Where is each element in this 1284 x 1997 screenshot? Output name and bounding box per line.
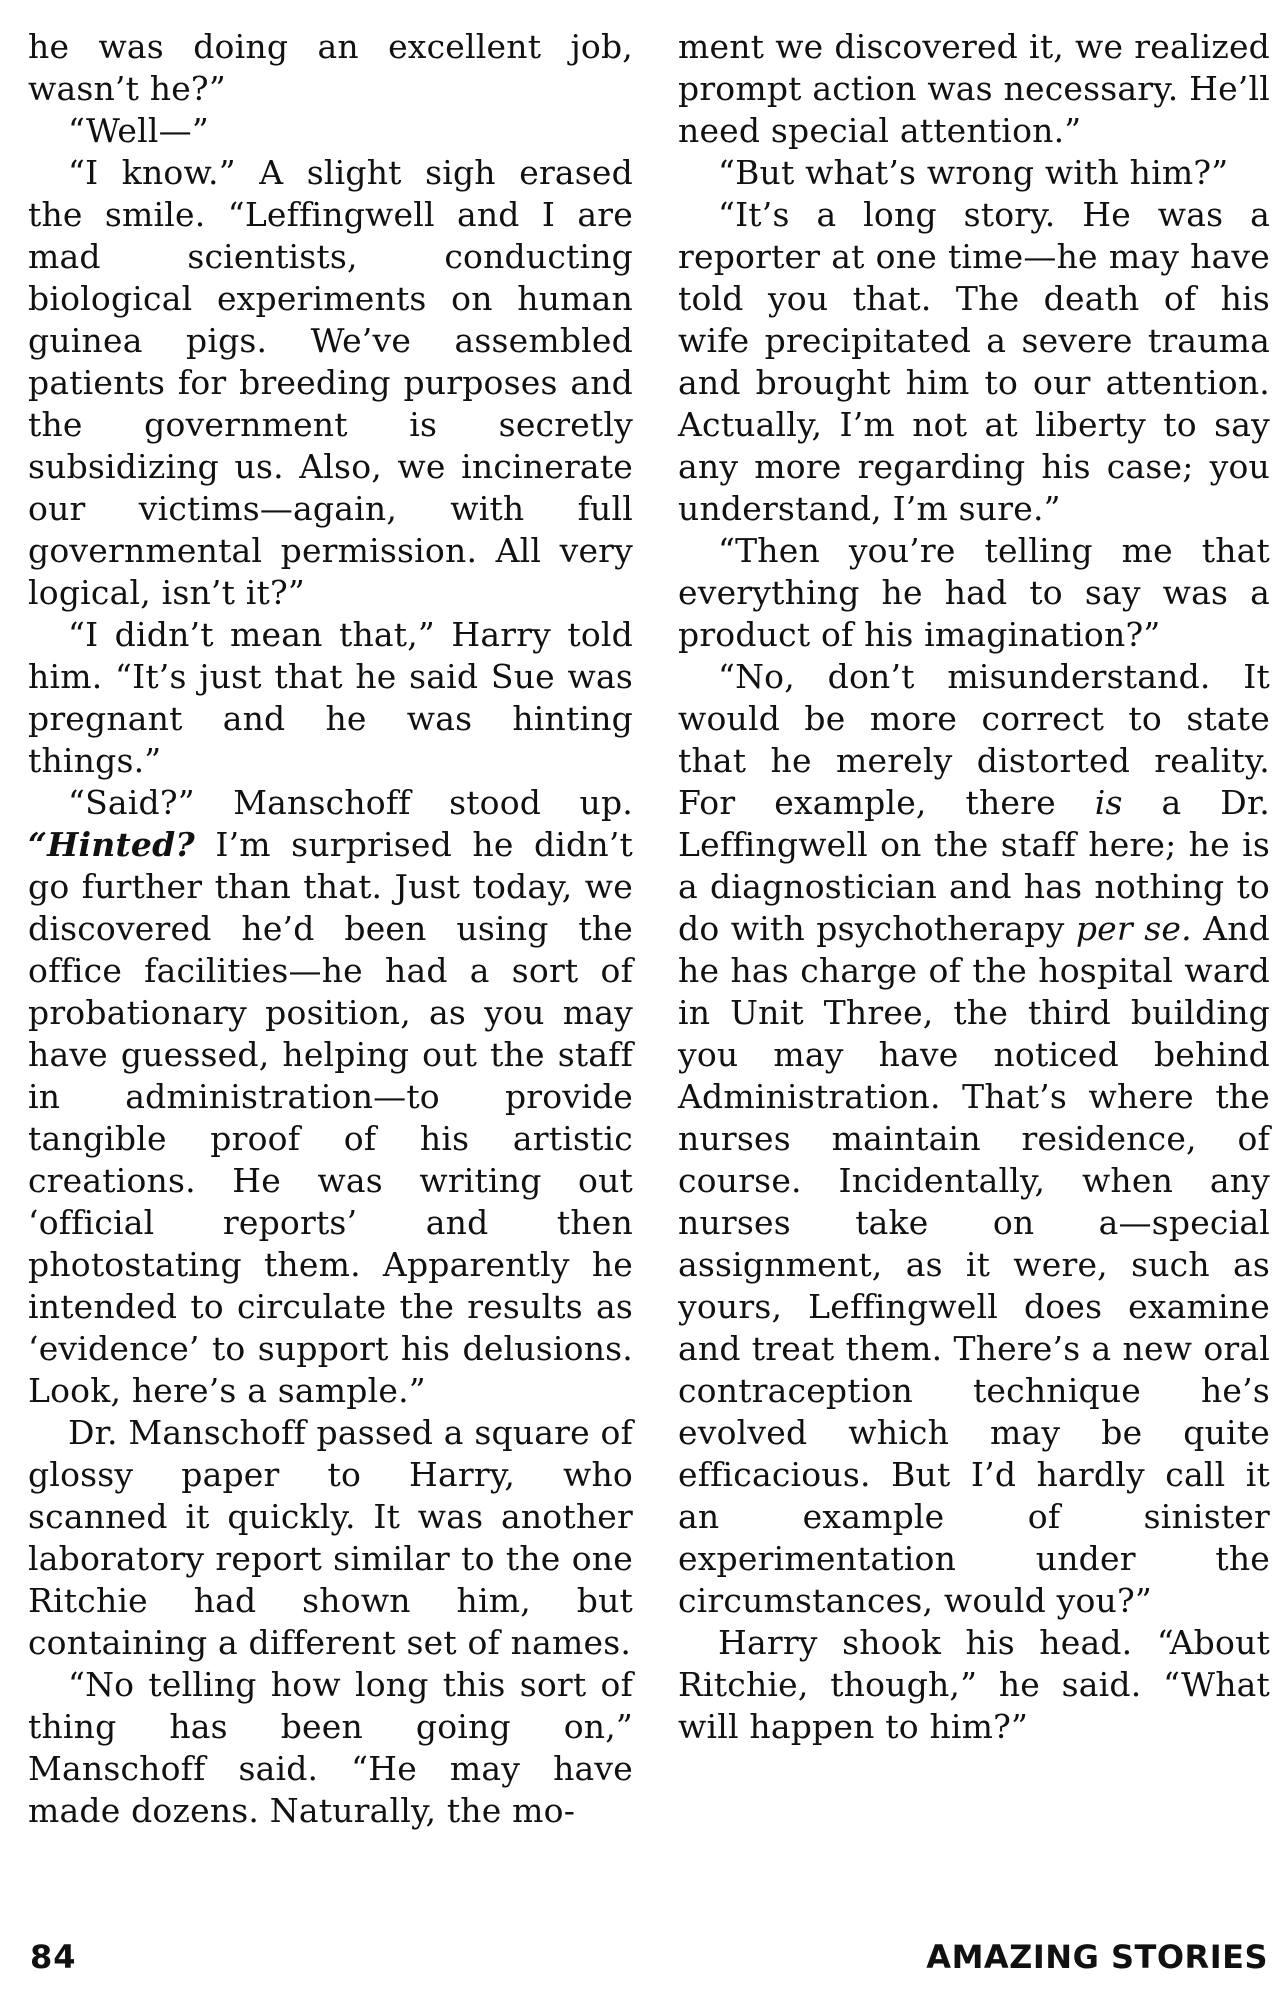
paragraph [678,656,1270,1622]
emphasis: per se. [1075,909,1192,948]
paragraph: ment we discovered it, we realized prompt action was necessary. He’ll need special attention.” [678,27,1270,150]
paragraph: Harry shook his head. “About Ritchie, though,” he said. “What will happen to him?” [678,1623,1270,1746]
emphasis: “Hinted? [28,825,195,864]
paragraph [28,782,633,1412]
paragraph: Dr. Manschoff passed a square of glossy paper to Harry, who scanned it quickly. It was another laboratory report similar to the one Ritchie had shown him, but containing a different set of names. [28,1413,633,1662]
text-run: “Said?” Manschoff stood up. [68,783,633,822]
paragraph: “I didn’t mean that,” Harry told him. “It’s just that he said Sue was pregnant and he was hinting things.” [28,615,633,780]
text-run: a Dr. Leffingwell on the staff here; he is a diagnostician and has nothing to do with psychotherapy [678,783,1270,948]
text-run: “No, don’t misunderstand. It would be more correct to state that he merely distorted reality. For example, there [678,657,1270,822]
paragraph: “Then you’re telling me that everything he had to say was a product of his imagination?” [678,531,1270,654]
text-run: And he has charge of the hospital ward in Unit Three, the third building you may have noticed behind Administration. That’s where the nurses maintain residence, of course. Incidentally, when any nurses take on a—special assignment, as it were, such as yours, Leffingwell does examine and treat them. There’s a new oral contraception technique he’s evolved which may be quite efficacious. But I’d hardly call it an example of sinister experimentation under the circumstances, would you?” [678,909,1270,1620]
text-run: I’m surprised he didn’t go further than that. Just today, we discovered he’d been using the office facilities—he had a sort of probationary position, as you may have guessed, helping out the staff in administration—to provide tangible proof of his artistic creations. He was writing out ‘official reports’ and then photostating them. Apparently he intended to circulate the results as ‘evidence’ to support his delusions. Look, here’s a sample.” [28,825,633,1410]
paragraph: “I know.” A slight sigh erased the smile. “Leffingwell and I are mad scientists, conducting biological experiments on human guinea pigs. We’ve assembled patients for breeding purposes and the government is secretly subsidizing us. Also, we incinerate our victims—again, with full governmental permission. All very logical, isn’t it?” [28,153,633,612]
right-column [678,26,1270,1748]
paragraph: “It’s a long story. He was a reporter at one time—he may have told you that. The death of his wife precipitated a severe trauma and brought him to our attention. Actually, I’m not at liberty to say any more regarding his case; you understand, I’m sure.” [678,195,1270,528]
paragraph: he was doing an excellent job, wasn’t he?” [28,27,633,108]
page-number: 84 [30,1938,77,1976]
paragraph: “No telling how long this sort of thing has been going on,” Manschoff said. “He may have made dozens. Naturally, the mo- [28,1665,633,1830]
emphasis: is [1094,783,1123,822]
left-column [28,26,633,1832]
paragraph: “Well—” [68,111,209,150]
paragraph: “But what’s wrong with him?” [718,153,1229,192]
magazine-title: AMAZING STORIES [926,1938,1268,1976]
